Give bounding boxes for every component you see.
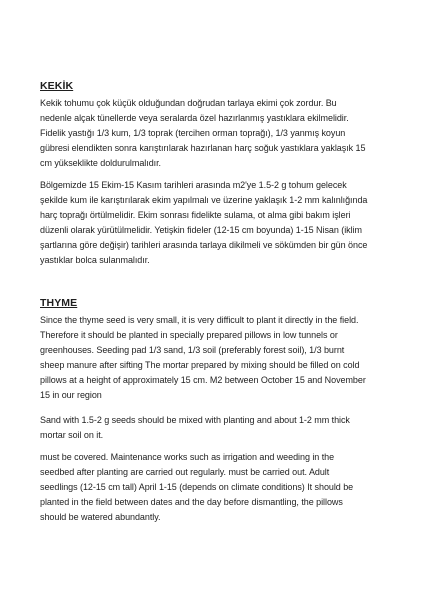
paragraph-thyme-2: Sand with 1.5-2 g seeds should be mixed with planting and about 1-2 mm thick mortar soil on it. [40,415,350,440]
paragraph-kekik-2: Bölgemizde 15 Ekim-15 Kasım tarihleri arasında m2'ye 1.5-2 g tohum gelecek şekilde kum ile karıştırılarak ekim yapılmalı ve üzerine yaklaşık 1-2 mm kalınlığında harç toprağı örtülmelidir. Ekim sonrası fidelikte sulama, ot alma gibi bakım işleri düzenli olarak yürütülmelidir. Yetişkin fideler (12-15 cm boyunda) 1-15 Nisan (iklim şartlarına göre değişir) tarihleri arasında tarlaya dikilmeli ve sökümden bir gün önce yastıklar bolca sulanmalıdır. [40,180,368,265]
paragraph-thyme-3: must be covered. Maintenance works such as irrigation and weeding in the seedbed after planting are carried out regularly. must be carried out. Adult seedlings (12-15 cm tall) April 1-15 (depends on climate conditions) It should be planted in the field between dates and the day before dismantling, the pillows should be watered abundantly. [40,452,354,522]
section-heading-thyme: THYME [40,297,78,309]
paragraph-thyme-1: Since the thyme seed is very small, it is very difficult to plant it directly in the field. Therefore it should be planted in specially prepared pillows in low tunnels or greenhouses. Seeding pad 1/3 sand, 1/3 soil (preferably forest soil), 1/3 burnt sheep manure after sifting The mortar prepared by mixing should be filled on cold pillows at a height of approximately 15 cm. M2 between October 15 and November 15 in our region [40,315,366,400]
paragraph-kekik-1: Kekik tohumu çok küçük olduğundan doğrudan tarlaya ekimi çok zordur. Bu nedenle alçak tünellerde veya seralarda özel hazırlanmış yastıklara ekilmelidir. Fidelik yastığı 1/3 kum, 1/3 toprak (tercihen orman toprağı), 1/3 yanmış koyun gübresi elendikten sonra karıştırılarak hazırlanan harç soğuk yastıklara yaklaşık 15 cm yükseklikte doldurulmalıdır. [40,98,366,168]
section-heading-kekik: KEKİK [40,80,74,92]
